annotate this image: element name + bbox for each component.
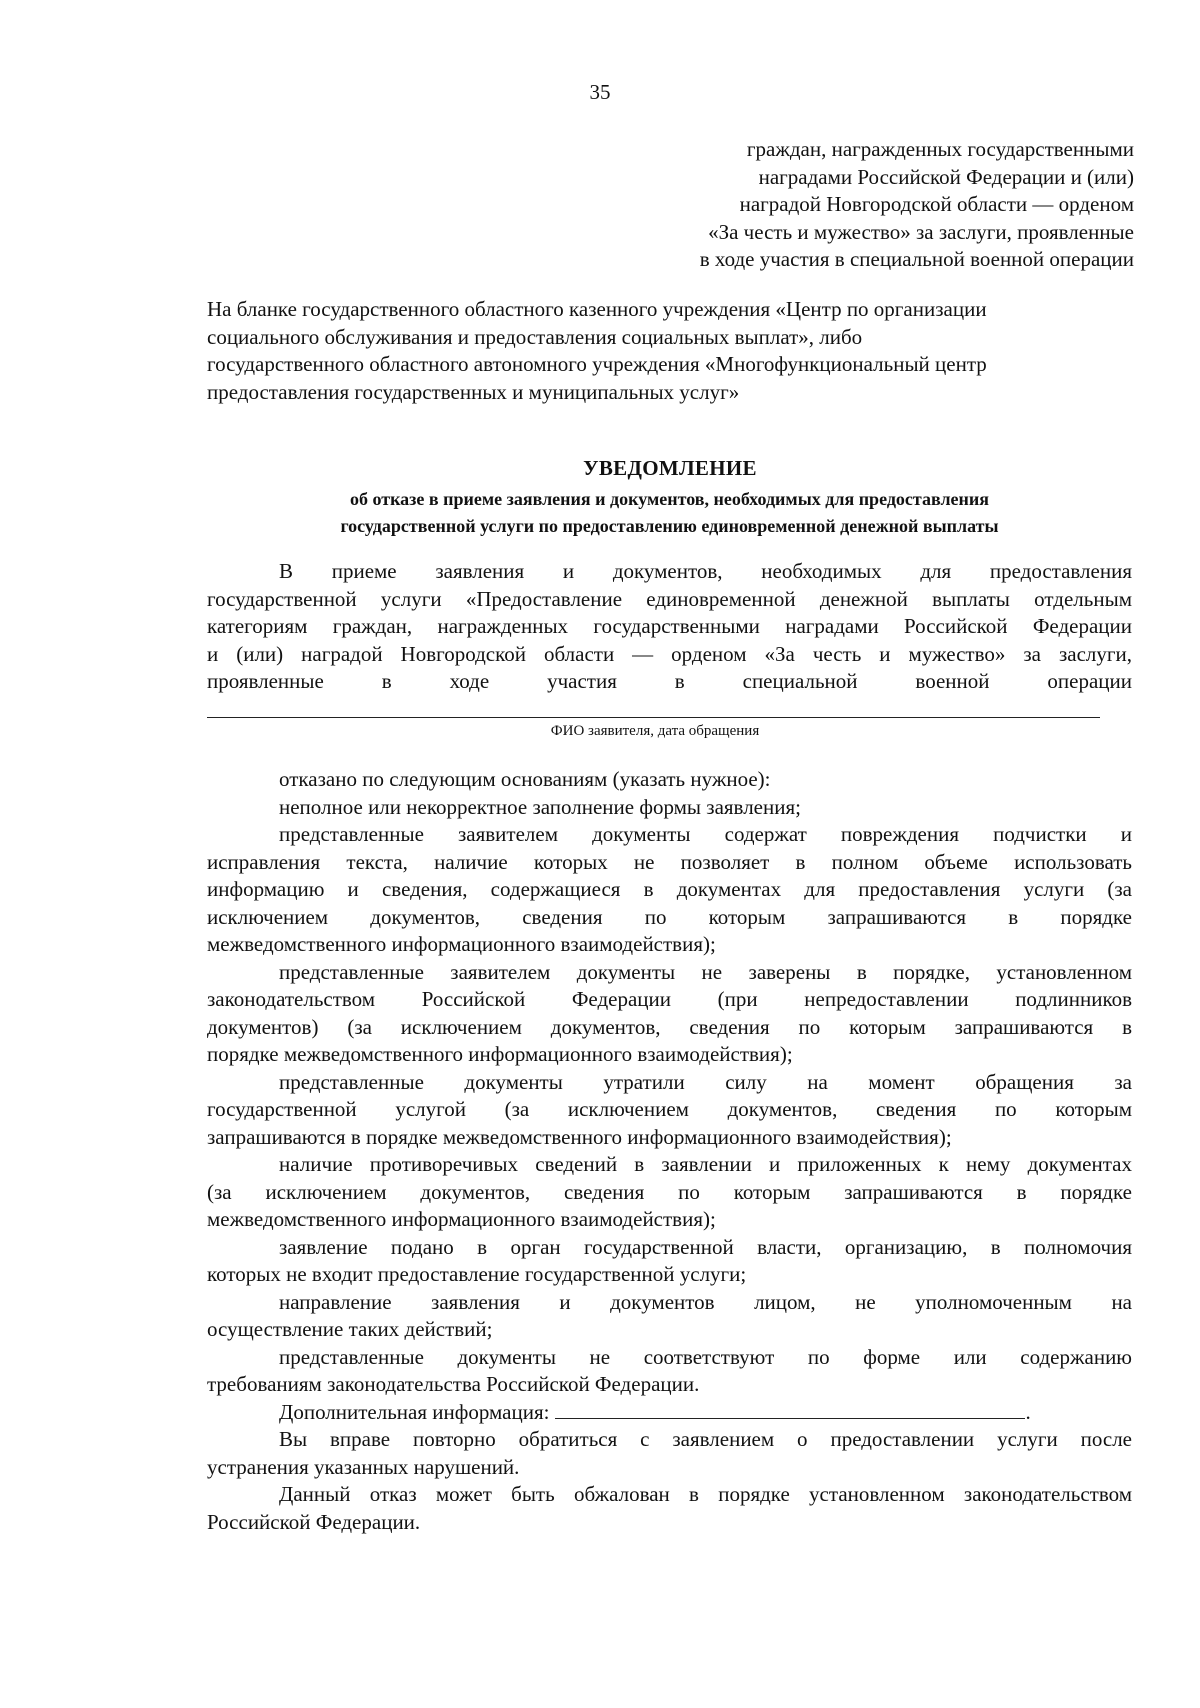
intro-line: категориям граждан, награжденных государственными наградами Российской Федерации: [207, 614, 1132, 638]
subtitle-line: государственной услуги по предоставлению единовременной денежной выплаты: [340, 516, 999, 536]
body-line: представленные заявителем документы содержат повреждения подчистки и: [279, 822, 1132, 846]
closing-line: Вы вправе повторно обратиться с заявлением о предоставлении услуги после: [279, 1427, 1132, 1451]
body-line: представленные документы не соответствуют по форме или содержанию: [279, 1344, 1132, 1369]
letterhead-line: На бланке государственного областного казенного учреждения «Центр по организации: [207, 297, 987, 321]
body-line: отказано по следующим основаниям (указать нужное):: [279, 767, 771, 791]
body-line: наличие противоречивых сведений в заявлении и приложенных к нему документах: [279, 1152, 1132, 1176]
body-line: межведомственного информационного взаимодействия);: [207, 1207, 716, 1231]
body-line: порядке межведомственного информационного взаимодействия);: [207, 1042, 793, 1066]
additional-info-row: [207, 1399, 1132, 1427]
body-line: исправления текста, наличие которых не позволяет в полном объеме использовать: [207, 849, 1132, 874]
header-line: «За честь и мужество» за заслуги, проявленные: [708, 219, 1134, 244]
closing-line: устранения указанных нарушений.: [207, 1454, 520, 1479]
intro-line: В приеме заявления и документов, необходимых для предоставления: [279, 559, 1132, 583]
additional-info-end: .: [1025, 1399, 1031, 1424]
header-line: граждан, награжденных государственными: [746, 137, 1134, 161]
body-line: требованиям законодательства Российской Федерации.: [207, 1372, 700, 1396]
intro-line: и (или) наградой Новгородской области — орденом «За честь и мужество» за заслуги,: [207, 641, 1132, 666]
body-line: которых не входит предоставление государственной услуги;: [207, 1262, 747, 1286]
additional-info-label: Дополнительная информация:: [279, 1399, 550, 1424]
additional-info-blank: [555, 1400, 1025, 1419]
body-line: межведомственного информационного взаимодействия);: [207, 932, 716, 956]
letterhead-line: государственного областного автономного учреждения «Многофункциональный центр: [207, 352, 987, 376]
subtitle-line: об отказе в приеме заявления и документов, необходимых для предоставления: [349, 489, 990, 509]
addressee-block: [600, 136, 1134, 274]
body-line: заявление подано в орган государственной власти, организацию, в полномочия: [279, 1234, 1132, 1259]
body-line: государственной услугой (за исключением документов, сведения по которым: [207, 1097, 1132, 1121]
body-line: информацию и сведения, содержащиеся в документах для предоставления услуги (за: [207, 877, 1132, 901]
closing-line: Российской Федерации.: [207, 1509, 421, 1534]
page-number: 35: [589, 80, 611, 104]
document-subtitle: [207, 486, 1132, 540]
letterhead-line: предоставления государственных и муниципальных услуг»: [207, 379, 740, 404]
intro-paragraph: [207, 558, 1132, 696]
body-line: законодательством Российской Федерации (при непредоставлении подлинников: [207, 987, 1132, 1011]
letterhead-note: [207, 296, 1122, 406]
body-line: осуществление таких действий;: [207, 1317, 493, 1341]
letterhead-line: социального обслуживания и предоставления социальных выплат», либо: [207, 324, 863, 349]
intro-line: проявленные в ходе участия в специальной военной операции: [207, 669, 1132, 693]
body-line: документов) (за исключением документов, сведения по которым запрашиваются в: [207, 1014, 1132, 1039]
header-line: наградой Новгородской области — орденом: [739, 192, 1134, 216]
applicant-name-field-line: [207, 717, 1100, 718]
body-line: исключением документов, сведения по которым запрашиваются в порядке: [207, 904, 1132, 929]
refusal-reasons: [207, 766, 1132, 1536]
body-line: неполное или некорректное заполнение формы заявления;: [279, 794, 801, 819]
body-line: направление заявления и документов лицом, не уполномоченным на: [279, 1289, 1132, 1314]
intro-line: государственной услуги «Предоставление единовременной денежной выплаты отдельным: [207, 586, 1132, 611]
header-line: наградами Российской Федерации и (или): [758, 164, 1134, 189]
header-line: в ходе участия в специальной военной операции: [699, 247, 1134, 271]
body-line: (за исключением документов, сведения по которым запрашиваются в порядке: [207, 1179, 1132, 1204]
body-line: запрашиваются в порядке межведомственного информационного взаимодействия);: [207, 1124, 952, 1149]
applicant-name-caption: ФИО заявителя, дата обращения: [550, 723, 760, 739]
body-line: представленные заявителем документы не заверены в порядке, установленном: [279, 959, 1132, 984]
document-title: УВЕДОМЛЕНИЕ: [583, 456, 757, 480]
body-line: представленные документы утратили силу на момент обращения за: [279, 1069, 1132, 1094]
closing-line: Данный отказ может быть обжалован в порядке установленном законодательством: [279, 1482, 1132, 1506]
